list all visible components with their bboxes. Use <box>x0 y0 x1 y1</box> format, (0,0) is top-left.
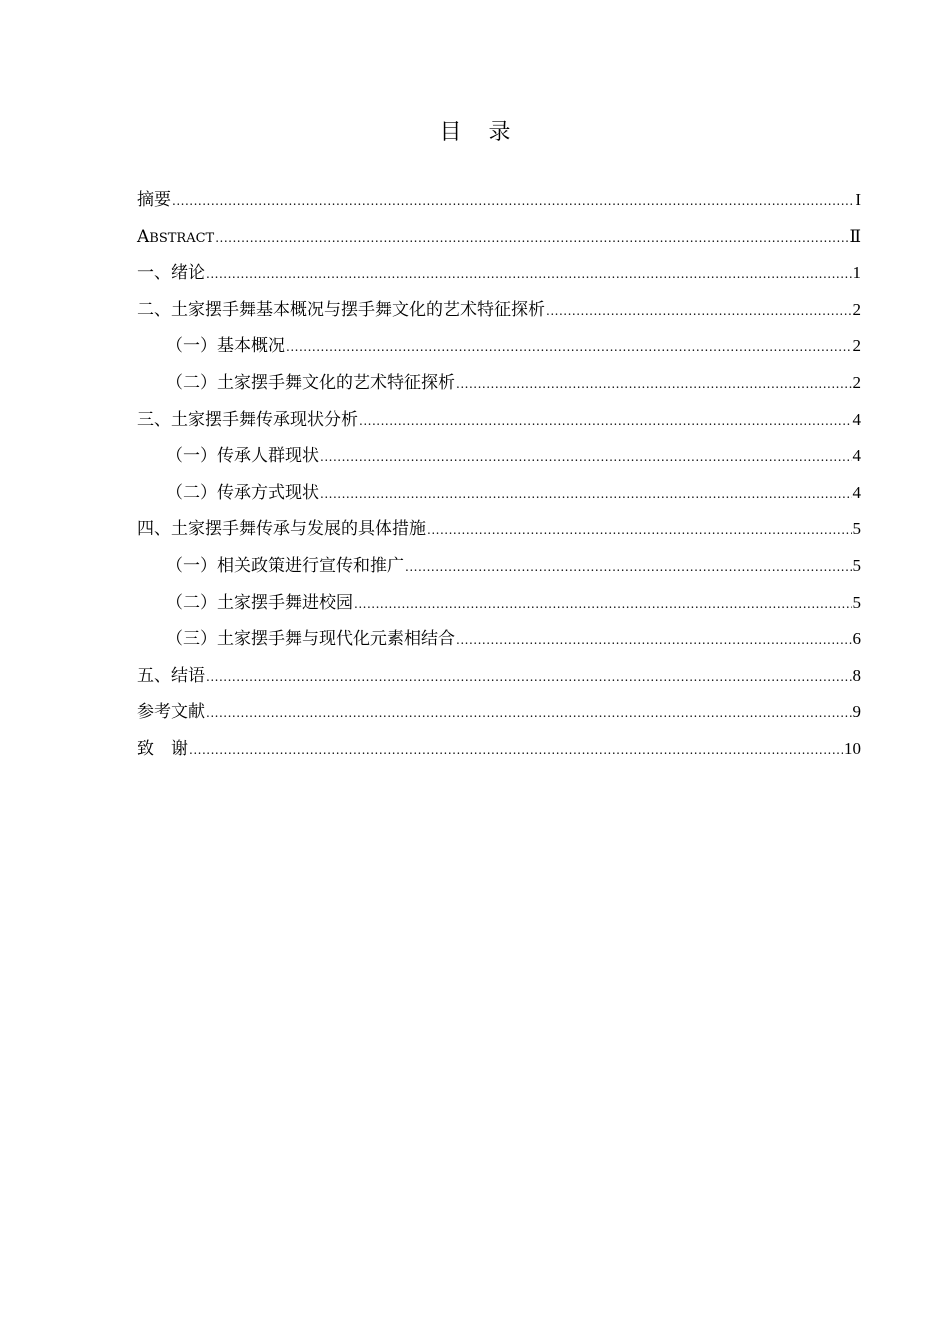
toc-entry-section-4-1[interactable] <box>137 553 861 590</box>
toc-entry-chapter-2[interactable] <box>137 297 861 334</box>
toc-entry-chapter-4[interactable] <box>137 516 861 553</box>
abstract-smallcaps-label: ABSTRACT <box>137 226 215 247</box>
toc-entry-label: （二）土家摆手舞文化的艺术特征探析 <box>166 372 455 393</box>
toc-entry-conclusion[interactable] <box>137 663 861 700</box>
toc-entry-page: 6 <box>852 629 861 649</box>
dot-leader <box>320 481 852 507</box>
dot-leader <box>206 261 852 287</box>
toc-entry-section-2-2[interactable] <box>137 370 861 407</box>
dot-leader <box>456 371 852 397</box>
dot-leader <box>215 225 848 251</box>
toc-entry-page: 1 <box>852 263 861 283</box>
toc-entry-page: 5 <box>852 592 861 612</box>
dot-leader <box>359 408 852 434</box>
toc-entry-section-4-3[interactable] <box>137 626 861 663</box>
toc-entry-page: I <box>855 190 861 209</box>
toc-entry-page: 8 <box>852 665 861 685</box>
dot-leader <box>546 298 852 324</box>
toc-entry-label: （二）土家摆手舞进校园 <box>166 592 353 613</box>
toc-entry-abstract-cn[interactable] <box>137 187 861 224</box>
toc-entry-acknowledgements[interactable] <box>137 736 861 773</box>
toc-entry-label: 一、绪论 <box>137 263 205 284</box>
toc-entry-label: 二、土家摆手舞基本概况与摆手舞文化的艺术特征探析 <box>137 299 545 320</box>
toc-entry-label: 致 谢 <box>137 738 188 759</box>
toc-entry-section-4-2[interactable] <box>137 590 861 627</box>
toc-entry-section-3-1[interactable] <box>137 443 861 480</box>
toc-entry-label: 三、土家摆手舞传承现状分析 <box>137 409 358 430</box>
toc-entry-section-3-2[interactable] <box>137 480 861 517</box>
toc-entry-page: 4 <box>852 446 861 466</box>
toc-entry-section-2-1[interactable] <box>137 333 861 370</box>
toc-entry-abstract-en[interactable] <box>137 224 861 261</box>
toc-entry-label: （一）相关政策进行宣传和推广 <box>166 555 404 576</box>
toc-entry-page: 4 <box>852 482 861 502</box>
dot-leader <box>354 591 852 617</box>
toc-title: 目 录 <box>439 120 521 145</box>
toc-entry-label <box>137 224 214 252</box>
dot-leader <box>206 664 852 690</box>
toc-entry-page: 2 <box>852 372 861 392</box>
toc-entry-label: 四、土家摆手舞传承与发展的具体措施 <box>137 519 426 540</box>
toc-entry-page: Ⅱ <box>849 226 861 246</box>
dot-leader <box>405 554 852 580</box>
toc-entry-label: （一）传承人群现状 <box>166 446 319 467</box>
toc-entry-page: 5 <box>852 555 861 575</box>
toc-entry-label: （三）土家摆手舞与现代化元素相结合 <box>166 629 455 650</box>
dot-leader <box>286 334 852 360</box>
dot-leader <box>427 517 852 543</box>
dot-leader <box>456 627 852 653</box>
toc-entry-label: 摘要 <box>137 190 171 210</box>
dot-leader <box>189 737 843 763</box>
toc-entry-label: 五、结语 <box>137 665 205 686</box>
toc-entry-label: （二）传承方式现状 <box>166 482 319 503</box>
dot-leader <box>320 444 852 470</box>
toc-list <box>137 187 861 773</box>
toc-entry-page: 5 <box>852 519 861 539</box>
toc-entry-page: 2 <box>852 336 861 356</box>
toc-entry-label: （一）基本概况 <box>166 336 285 357</box>
toc-entry-references[interactable] <box>137 699 861 736</box>
toc-entry-page: 4 <box>852 409 861 429</box>
toc-entry-page: 10 <box>844 738 861 758</box>
dot-leader <box>206 700 852 726</box>
toc-entry-chapter-3[interactable] <box>137 407 861 444</box>
toc-entry-label: 参考文献 <box>137 702 205 723</box>
toc-entry-page: 2 <box>852 299 861 319</box>
toc-entry-introduction[interactable] <box>137 260 861 297</box>
dot-leader <box>172 188 854 214</box>
toc-entry-page: 9 <box>852 702 861 722</box>
